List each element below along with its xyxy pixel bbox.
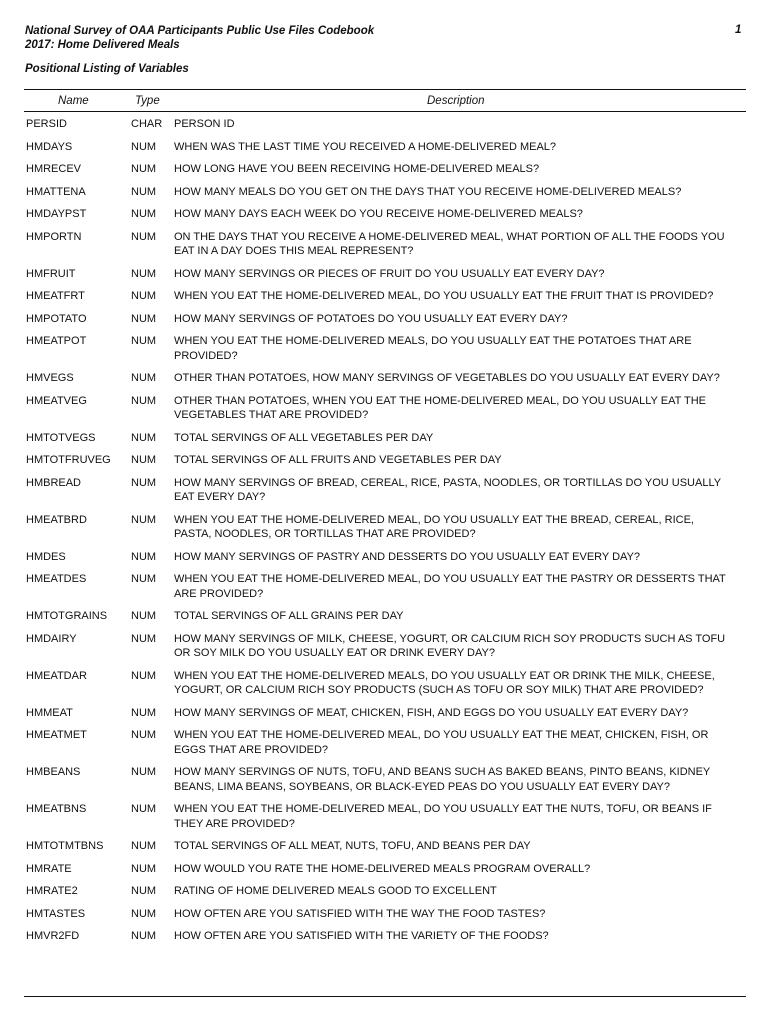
document-title <box>25 24 374 52</box>
table-row <box>0 513 770 542</box>
variable-type: NUM <box>131 930 157 942</box>
variable-description: RATING OF HOME DELIVERED MEALS GOOD TO EXCELLENT <box>174 885 497 897</box>
variable-type: NUM <box>131 163 157 175</box>
table-row <box>0 839 770 854</box>
variable-type: NUM <box>131 267 157 280</box>
variable-description: HOW MANY MEALS DO YOU GET ON THE DAYS THAT YOU RECEIVE HOME-DELIVERED MEALS? <box>174 185 682 198</box>
table-row <box>0 929 770 944</box>
variable-description: WHEN WAS THE LAST TIME YOU RECEIVED A HOME-DELIVERED MEAL? <box>174 140 557 153</box>
variable-type: NUM <box>131 885 157 897</box>
variable-description: PERSON ID <box>174 118 235 130</box>
table-row <box>0 267 770 282</box>
table-row <box>0 394 770 423</box>
table-row <box>0 765 770 794</box>
variable-name: HMEATVEG <box>26 394 87 407</box>
table-row <box>0 334 770 363</box>
table-row <box>0 140 770 155</box>
variable-description: HOW MANY SERVINGS OF MILK, CHEESE, YOGURT, OR CALCIUM RICH SOY PRODUCTS SUCH AS TOFU OR SOY MILK DO YOU USUALLY EAT OR DRINK EVERY DAY? <box>174 632 726 659</box>
variable-type: CHAR <box>131 118 163 130</box>
variable-description: WHEN YOU EAT THE HOME-DELIVERED MEAL, DO YOU USUALLY EAT THE FRUIT THAT IS PROVIDED? <box>174 290 714 302</box>
table-row <box>0 453 770 468</box>
column-header-description: Description <box>427 95 485 107</box>
table-bottom-rule <box>24 996 746 997</box>
variable-name: HMBREAD <box>26 476 82 489</box>
variable-type: NUM <box>131 185 157 198</box>
variable-description: WHEN YOU EAT THE HOME-DELIVERED MEALS, DO YOU USUALLY EAT THE POTATOES THAT ARE PROVIDED? <box>174 335 692 362</box>
variable-name: HMVEGS <box>26 372 74 384</box>
variable-type: NUM <box>131 290 157 302</box>
variable-type: NUM <box>131 610 157 622</box>
variable-type: NUM <box>131 729 157 741</box>
variable-name: HMTOTFRUVEG <box>26 454 111 466</box>
variable-description: WHEN YOU EAT THE HOME-DELIVERED MEAL, DO YOU USUALLY EAT THE BREAD, CEREAL, RICE, PASTA, NOODLES, OR TORTILLAS THAT ARE PROVIDED? <box>174 513 694 540</box>
table-row <box>0 230 770 259</box>
variable-description: TOTAL SERVINGS OF ALL GRAINS PER DAY <box>174 610 404 622</box>
variable-name: HMPOTATO <box>26 312 87 325</box>
variable-name: HMDAYPST <box>26 208 87 220</box>
table-row <box>0 907 770 922</box>
variable-description: HOW WOULD YOU RATE THE HOME-DELIVERED MEALS PROGRAM OVERALL? <box>174 862 591 875</box>
variable-description: HOW MANY SERVINGS OF BREAD, CEREAL, RICE, PASTA, NOODLES, OR TORTILLAS DO YOU USUALLY EAT EVERY DAY? <box>174 476 721 503</box>
table-row <box>0 289 770 304</box>
table-row <box>0 207 770 222</box>
variable-type: NUM <box>131 394 157 407</box>
variable-name: HMEATPOT <box>26 335 87 347</box>
table-row <box>0 706 770 721</box>
variable-description: WHEN YOU EAT THE HOME-DELIVERED MEAL, DO YOU USUALLY EAT THE NUTS, TOFU, OR BEANS IF THEY ARE PROVIDED? <box>174 803 712 830</box>
variable-type: NUM <box>131 208 157 220</box>
variable-type: NUM <box>131 513 157 526</box>
variable-description: TOTAL SERVINGS OF ALL FRUITS AND VEGETABLES PER DAY <box>174 454 502 466</box>
column-header-name: Name <box>58 95 89 107</box>
variable-description: TOTAL SERVINGS OF ALL MEAT, NUTS, TOFU, AND BEANS PER DAY <box>174 840 531 852</box>
table-row <box>0 572 770 601</box>
variable-description: HOW MANY SERVINGS OR PIECES OF FRUIT DO YOU USUALLY EAT EVERY DAY? <box>174 267 605 280</box>
variable-name: HMEATBNS <box>26 803 87 815</box>
variable-type: NUM <box>131 335 157 347</box>
variable-description: TOTAL SERVINGS OF ALL VEGETABLES PER DAY <box>174 431 434 444</box>
variable-type: NUM <box>131 907 157 920</box>
variable-description: OTHER THAN POTATOES, WHEN YOU EAT THE HOME-DELIVERED MEAL, DO YOU USUALLY EAT THE VEGETABLES THAT ARE PROVIDED? <box>174 394 706 421</box>
variable-description: HOW MANY SERVINGS OF NUTS, TOFU, AND BEANS SUCH AS BAKED BEANS, PINTO BEANS, KIDNEY BEANS, LIMA BEANS, SOYBEANS, OR BLACK-EYED PEAS DO YOU USUALLY EAT EVERY DAY? <box>174 766 711 793</box>
table-row <box>0 550 770 565</box>
document-title-line2: 2017: Home Delivered Meals <box>25 39 180 51</box>
variable-name: HMEATDES <box>26 573 87 585</box>
variable-name: HMATTENA <box>26 185 86 198</box>
variable-type: NUM <box>131 312 157 325</box>
variable-name: HMVR2FD <box>26 930 80 942</box>
variable-name: PERSID <box>26 118 67 130</box>
table-row <box>0 884 770 899</box>
variable-type: NUM <box>131 230 157 243</box>
variable-type: NUM <box>131 550 157 563</box>
table-row <box>0 609 770 624</box>
table-row <box>0 431 770 446</box>
table-row <box>0 632 770 661</box>
document-title-line1: National Survey of OAA Participants Public Use Files Codebook <box>25 25 375 37</box>
variable-description: HOW OFTEN ARE YOU SATISFIED WITH THE VARIETY OF THE FOODS? <box>174 930 549 942</box>
variable-type: NUM <box>131 431 157 444</box>
table-header-rule <box>24 111 746 112</box>
column-header-type: Type <box>135 95 160 107</box>
page-number: 1 <box>735 24 742 36</box>
variable-name: HMMEAT <box>26 706 73 719</box>
variable-name: HMDAYS <box>26 140 73 153</box>
variable-type: NUM <box>131 669 157 682</box>
table-top-rule <box>24 89 746 90</box>
variable-type: NUM <box>131 140 157 153</box>
variable-description: HOW MANY SERVINGS OF POTATOES DO YOU USUALLY EAT EVERY DAY? <box>174 312 568 325</box>
variable-name: HMTOTVEGS <box>26 431 96 444</box>
variable-name: HMEATBRD <box>26 513 87 526</box>
variable-name: HMRATE2 <box>26 885 78 897</box>
variable-description: HOW MANY DAYS EACH WEEK DO YOU RECEIVE HOME-DELIVERED MEALS? <box>174 208 583 220</box>
variable-description: HOW MANY SERVINGS OF MEAT, CHICKEN, FISH, AND EGGS DO YOU USUALLY EAT EVERY DAY? <box>174 706 689 719</box>
variable-description: ON THE DAYS THAT YOU RECEIVE A HOME-DELIVERED MEAL, WHAT PORTION OF ALL THE FOODS YOU EAT IN A DAY DOES THIS MEAL REPRESENT? <box>174 230 725 257</box>
variable-type: NUM <box>131 862 157 875</box>
variable-type: NUM <box>131 476 157 489</box>
variable-name: HMFRUIT <box>26 267 76 280</box>
variable-name: HMPORTN <box>26 230 82 243</box>
variable-description: HOW LONG HAVE YOU BEEN RECEIVING HOME-DELIVERED MEALS? <box>174 163 540 175</box>
variable-table <box>0 117 770 952</box>
variable-name: HMTOTGRAINS <box>26 610 108 622</box>
variable-type: NUM <box>131 372 157 384</box>
table-row <box>0 476 770 505</box>
variable-name: HMDES <box>26 550 66 563</box>
table-row <box>0 802 770 831</box>
variable-type: NUM <box>131 573 157 585</box>
variable-description: OTHER THAN POTATOES, HOW MANY SERVINGS OF VEGETABLES DO YOU USUALLY EAT EVERY DAY? <box>174 372 720 384</box>
table-row <box>0 371 770 386</box>
section-subtitle: Positional Listing of Variables <box>25 63 189 75</box>
variable-name: HMEATFRT <box>26 290 85 302</box>
variable-type: NUM <box>131 803 157 815</box>
variable-type: NUM <box>131 766 157 778</box>
table-row <box>0 312 770 327</box>
variable-name: HMRATE <box>26 862 72 875</box>
variable-description: HOW OFTEN ARE YOU SATISFIED WITH THE WAY THE FOOD TASTES? <box>174 907 546 920</box>
table-row <box>0 117 770 132</box>
variable-name: HMEATMET <box>26 729 87 741</box>
variable-description: WHEN YOU EAT THE HOME-DELIVERED MEAL, DO YOU USUALLY EAT THE MEAT, CHICKEN, FISH, OR EGGS THAT ARE PROVIDED? <box>174 729 709 756</box>
variable-name: HMTOTMTBNS <box>26 840 104 852</box>
variable-description: HOW MANY SERVINGS OF PASTRY AND DESSERTS DO YOU USUALLY EAT EVERY DAY? <box>174 550 641 563</box>
variable-type: NUM <box>131 706 157 719</box>
variable-description: WHEN YOU EAT THE HOME-DELIVERED MEAL, DO YOU USUALLY EAT THE PASTRY OR DESSERTS THAT ARE PROVIDED? <box>174 573 726 600</box>
table-row <box>0 862 770 877</box>
table-row <box>0 728 770 757</box>
variable-description: WHEN YOU EAT THE HOME-DELIVERED MEALS, DO YOU USUALLY EAT OR DRINK THE MILK, CHEESE, YOGURT, OR CALCIUM RICH SOY PRODUCTS (SUCH AS TOFU OR SOY MILK) THAT ARE PROVIDED? <box>174 669 715 696</box>
table-row <box>0 669 770 698</box>
variable-name: HMRECEV <box>26 163 82 175</box>
variable-name: HMDAIRY <box>26 632 77 645</box>
variable-type: NUM <box>131 454 157 466</box>
variable-name: HMBEANS <box>26 766 81 778</box>
variable-name: HMTASTES <box>26 907 86 920</box>
variable-type: NUM <box>131 632 157 645</box>
table-row <box>0 185 770 200</box>
variable-name: HMEATDAR <box>26 669 87 682</box>
table-row <box>0 162 770 177</box>
variable-type: NUM <box>131 840 157 852</box>
